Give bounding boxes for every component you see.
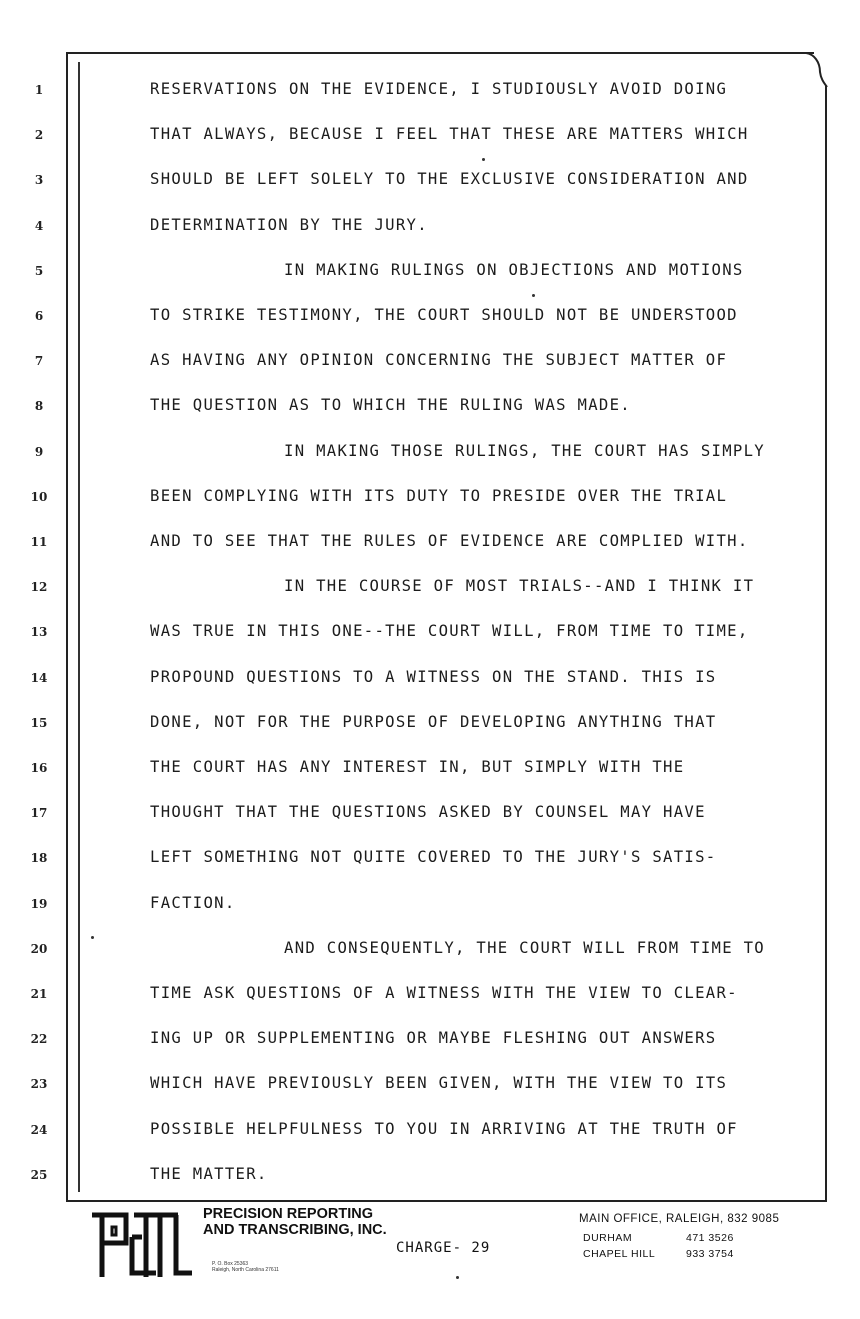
- transcript-line: TO STRIKE TESTIMONY, THE COURT SHOULD NOT BE UNDERSTOOD: [150, 306, 738, 324]
- line-number: 15: [30, 715, 48, 730]
- page-border-bottom: [66, 1200, 827, 1202]
- transcript-line: AND TO SEE THAT THE RULES OF EVIDENCE ARE COMPLIED WITH.: [150, 532, 749, 550]
- office-place: CHAPEL HILL: [583, 1248, 656, 1260]
- transcript-line: THE COURT HAS ANY INTEREST IN, BUT SIMPLY WITH THE: [150, 758, 685, 776]
- line-number: 19: [30, 896, 48, 911]
- office-phone: 471 3526: [686, 1232, 734, 1244]
- transcript-line: TIME ASK QUESTIONS OF A WITNESS WITH THE VIEW TO CLEAR-: [150, 984, 738, 1002]
- transcript-line: WHICH HAVE PREVIOUSLY BEEN GIVEN, WITH THE VIEW TO ITS: [150, 1074, 728, 1093]
- office-place: DURHAM: [583, 1232, 633, 1244]
- line-number: 22: [30, 1032, 48, 1047]
- line-number: 20: [30, 941, 48, 956]
- scan-speck: [91, 936, 94, 939]
- line-number: 10: [30, 489, 48, 504]
- line-number: 16: [30, 761, 48, 775]
- line-number: 18: [30, 851, 48, 866]
- line-number: 12: [30, 580, 48, 595]
- firm-address-line2: Raleigh, North Carolina 27611: [212, 1267, 279, 1273]
- line-number: 8: [34, 399, 44, 414]
- firm-name-line1: PRECISION REPORTING: [203, 1206, 373, 1222]
- transcript-line: AS HAVING ANY OPINION CONCERNING THE SUBJECT MATTER OF: [150, 351, 728, 370]
- transcript-line: AND CONSEQUENTLY, THE COURT WILL FROM TIME TO: [284, 938, 765, 957]
- line-number: 5: [34, 263, 44, 278]
- main-office: MAIN OFFICE, RALEIGH, 832 9085: [579, 1213, 780, 1225]
- scan-speck: [456, 1276, 459, 1279]
- line-number: 25: [30, 1167, 48, 1182]
- transcript-line: IN MAKING THOSE RULINGS, THE COURT HAS SIMPLY: [284, 441, 765, 460]
- scan-speck: [532, 294, 535, 297]
- transcript-line: THE MATTER.: [150, 1164, 268, 1183]
- firm-address: [212, 1261, 382, 1273]
- line-number: 6: [34, 309, 44, 323]
- transcript-line: ING UP OR SUPPLEMENTING OR MAYBE FLESHING OUT ANSWERS: [150, 1029, 717, 1048]
- transcript-line: IN THE COURSE OF MOST TRIALS--AND I THINK IT: [284, 577, 755, 596]
- firm-name-line2: AND TRANSCRIBING, INC.: [203, 1222, 387, 1238]
- line-number: 7: [34, 354, 44, 369]
- page-border-right: [825, 86, 827, 1200]
- line-number: 21: [30, 987, 48, 1001]
- transcript-line: DETERMINATION BY THE JURY.: [150, 215, 428, 234]
- transcript-line: THE QUESTION AS TO WHICH THE RULING WAS MADE.: [150, 396, 631, 415]
- line-number: 14: [30, 670, 48, 685]
- line-number: 11: [30, 535, 48, 549]
- transcript-line: BEEN COMPLYING WITH ITS DUTY TO PRESIDE OVER THE TRIAL: [150, 486, 728, 505]
- pt-logo: [86, 1207, 196, 1281]
- office-row: [583, 1232, 783, 1244]
- line-number: 1: [34, 83, 44, 97]
- transcript-line: LEFT SOMETHING NOT QUITE COVERED TO THE JURY'S SATIS-: [150, 848, 717, 867]
- firm-name: [203, 1206, 433, 1238]
- transcript-line: DONE, NOT FOR THE PURPOSE OF DEVELOPING ANYTHING THAT: [150, 712, 717, 731]
- line-number: 3: [34, 173, 44, 188]
- line-number: 23: [30, 1077, 48, 1092]
- scan-speck: [482, 158, 485, 161]
- firm-address-line1: P. O. Box 25363: [212, 1261, 249, 1267]
- line-number: 9: [34, 444, 44, 459]
- transcript-line: THOUGHT THAT THE QUESTIONS ASKED BY COUNSEL MAY HAVE: [150, 803, 706, 822]
- page-label: CHARGE- 29: [396, 1240, 491, 1256]
- office-row: [583, 1248, 783, 1260]
- line-number: 24: [30, 1122, 48, 1137]
- line-number: 4: [34, 218, 44, 233]
- transcript-line: THAT ALWAYS, BECAUSE I FEEL THAT THESE ARE MATTERS WHICH: [150, 125, 749, 144]
- page-border-left: [66, 52, 68, 1200]
- transcript-line: FACTION.: [150, 893, 236, 912]
- transcript-line: POSSIBLE HELPFULNESS TO YOU IN ARRIVING AT THE TRUTH OF: [150, 1119, 738, 1138]
- page-border-top: [66, 52, 814, 54]
- transcript-line: PROPOUND QUESTIONS TO A WITNESS ON THE STAND. THIS IS: [150, 667, 717, 686]
- line-number-rule: [78, 62, 80, 1192]
- line-number: 13: [30, 625, 48, 640]
- transcript-line: WAS TRUE IN THIS ONE--THE COURT WILL, FROM TIME TO TIME,: [150, 622, 749, 641]
- transcript-line: IN MAKING RULINGS ON OBJECTIONS AND MOTIONS: [284, 260, 744, 279]
- line-number: 2: [34, 128, 44, 143]
- transcript-line: RESERVATIONS ON THE EVIDENCE, I STUDIOUSLY AVOID DOING: [150, 80, 728, 98]
- transcript-line: SHOULD BE LEFT SOLELY TO THE EXCLUSIVE CONSIDERATION AND: [150, 170, 749, 189]
- line-number: 17: [30, 806, 48, 821]
- office-phone: 933 3754: [686, 1248, 734, 1260]
